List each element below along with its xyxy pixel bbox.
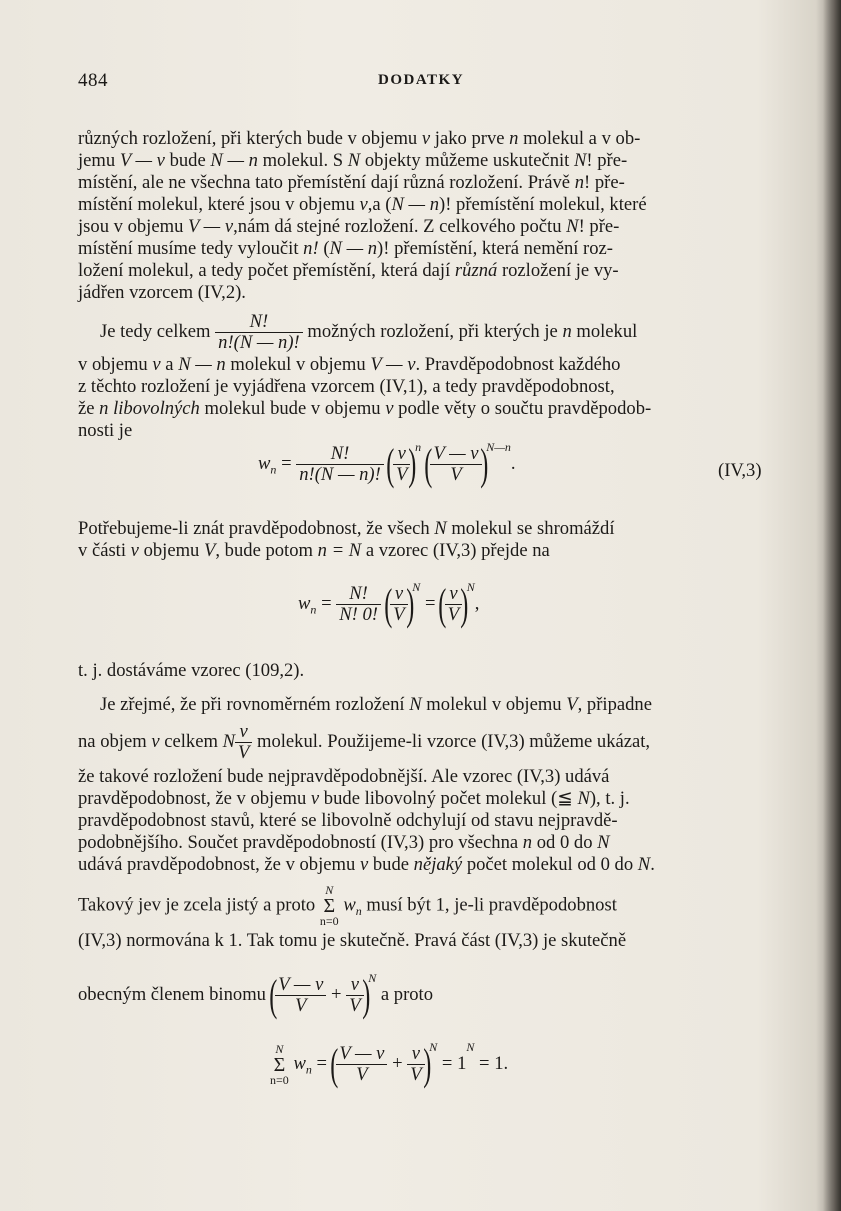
text-line: podobnějšího. Součet pravděpodobností (IV,3) pro všechna n od 0 do N bbox=[78, 832, 610, 853]
equation-all-molecules: $w_n$ = $\frac{N!}{N! 0!}$ ( $\frac{v}{V}$ )$^N$ = ( $\frac{v}{V}$ )$^N$, bbox=[298, 579, 480, 629]
text-line-with-binomial: obecným členem binomu ( $\frac{V — v}{V}$ + $\frac{v}{V}$ )$^N$ a proto bbox=[78, 970, 434, 1020]
text-line: nosti je bbox=[78, 420, 133, 441]
text-line: udává pravděpodobnost, že v objemu v bude nějaký počet molekul od 0 do N. bbox=[78, 854, 655, 875]
text-line-with-sum: Takový jev je zcela jistý a proto N Σ n=0 $w_n$ musí být 1, je-li pravděpodobnost bbox=[78, 883, 617, 928]
text-line: různých rozložení, při kterých bude v objemu v jako prve n molekul a v ob- bbox=[78, 128, 641, 149]
text-line: místění molekul, které jsou v objemu v,a (N — n)! přemístění molekul, které bbox=[78, 194, 647, 215]
text-line: jsou v objemu V — v,nám dá stejné rozložení. Z celkového počtu N! pře- bbox=[78, 216, 620, 237]
text-line: v objemu v a N — n molekul v objemu V — v. Pravděpodobnost každého bbox=[78, 354, 621, 375]
text-line: jádřen vzorcem (IV,2). bbox=[78, 282, 246, 303]
equation-iv3: $w_n$ = $\frac{N!}{n!(N — n)!}$ ( $\frac{v}{V}$ )$^n$ ( $\frac{V — v}{V}$ )$^{N—n}$. bbox=[258, 439, 516, 489]
text-line: místění, ale ne všechna tato přemístění dají různá rozložení. Právě n! pře- bbox=[78, 172, 625, 193]
page-number: 484 bbox=[78, 70, 108, 91]
text-line: jemu V — v bude N — n molekul. S N objekty můžeme uskutečnit N! pře- bbox=[78, 150, 628, 171]
text-line: pravděpodobnost stavů, které se libovolně odchylují od stavu nejpravdě- bbox=[78, 810, 618, 831]
equation-number: (IV,3) bbox=[718, 460, 762, 481]
text-line: pravděpodobnost, že v objemu v bude libovolný počet molekul (≦ N), t. j. bbox=[78, 788, 630, 809]
text-line: Potřebujeme-li znát pravděpodobnost, že všech N molekul se shromáždí bbox=[78, 518, 615, 539]
text-line: ložení molekul, a tedy počet přemístění, která dají různá rozložení je vy- bbox=[78, 260, 619, 281]
text-line: (IV,3) normována k 1. Tak tomu je skutečně. Pravá část (IV,3) je skutečně bbox=[78, 930, 627, 951]
text-line-with-fraction: Je tedy celkem $\frac{N!}{n!(N — n)!}$ možných rozložení, při kterých je n molekul bbox=[100, 311, 638, 353]
page-edge-shadow bbox=[823, 0, 841, 1211]
text-line: že takové rozložení bude nejpravděpodobnější. Ale vzorec (IV,3) udává bbox=[78, 766, 610, 787]
equation-normalization: N Σ n=0 $w_n$ = ( $\frac{V — v}{V}$ + $\frac{v}{V}$ )$^N = 1^N = 1$. bbox=[270, 1039, 509, 1089]
text-line: t. j. dostáváme vzorec (109,2). bbox=[78, 660, 305, 681]
text-line: že n libovolných molekul bude v objemu v podle věty o součtu pravděpodob- bbox=[78, 398, 652, 419]
text-line: místění musíme tedy vyloučit n! (N — n)! přemístění, která nemění roz- bbox=[78, 238, 613, 259]
text-line-with-fraction: na objem v celkem N $\frac{v}{V}$ molekul. Použijeme-li vzorce (IV,3) můžeme ukázat, bbox=[78, 721, 651, 763]
page-header bbox=[78, 70, 778, 94]
text-line: z těchto rozložení je vyjádřena vzorcem (IV,1), a tedy pravděpodobnost, bbox=[78, 376, 615, 397]
running-head: DODATKY bbox=[378, 72, 465, 88]
fraction: $\frac{N!}{n!(N — n)!}$ bbox=[215, 312, 303, 353]
text-line: v části v objemu V, bude potom n = N a vzorec (IV,3) přejde na bbox=[78, 540, 550, 561]
text-line: Je zřejmé, že při rovnoměrném rozložení N molekul v objemu V, připadne bbox=[100, 694, 652, 715]
